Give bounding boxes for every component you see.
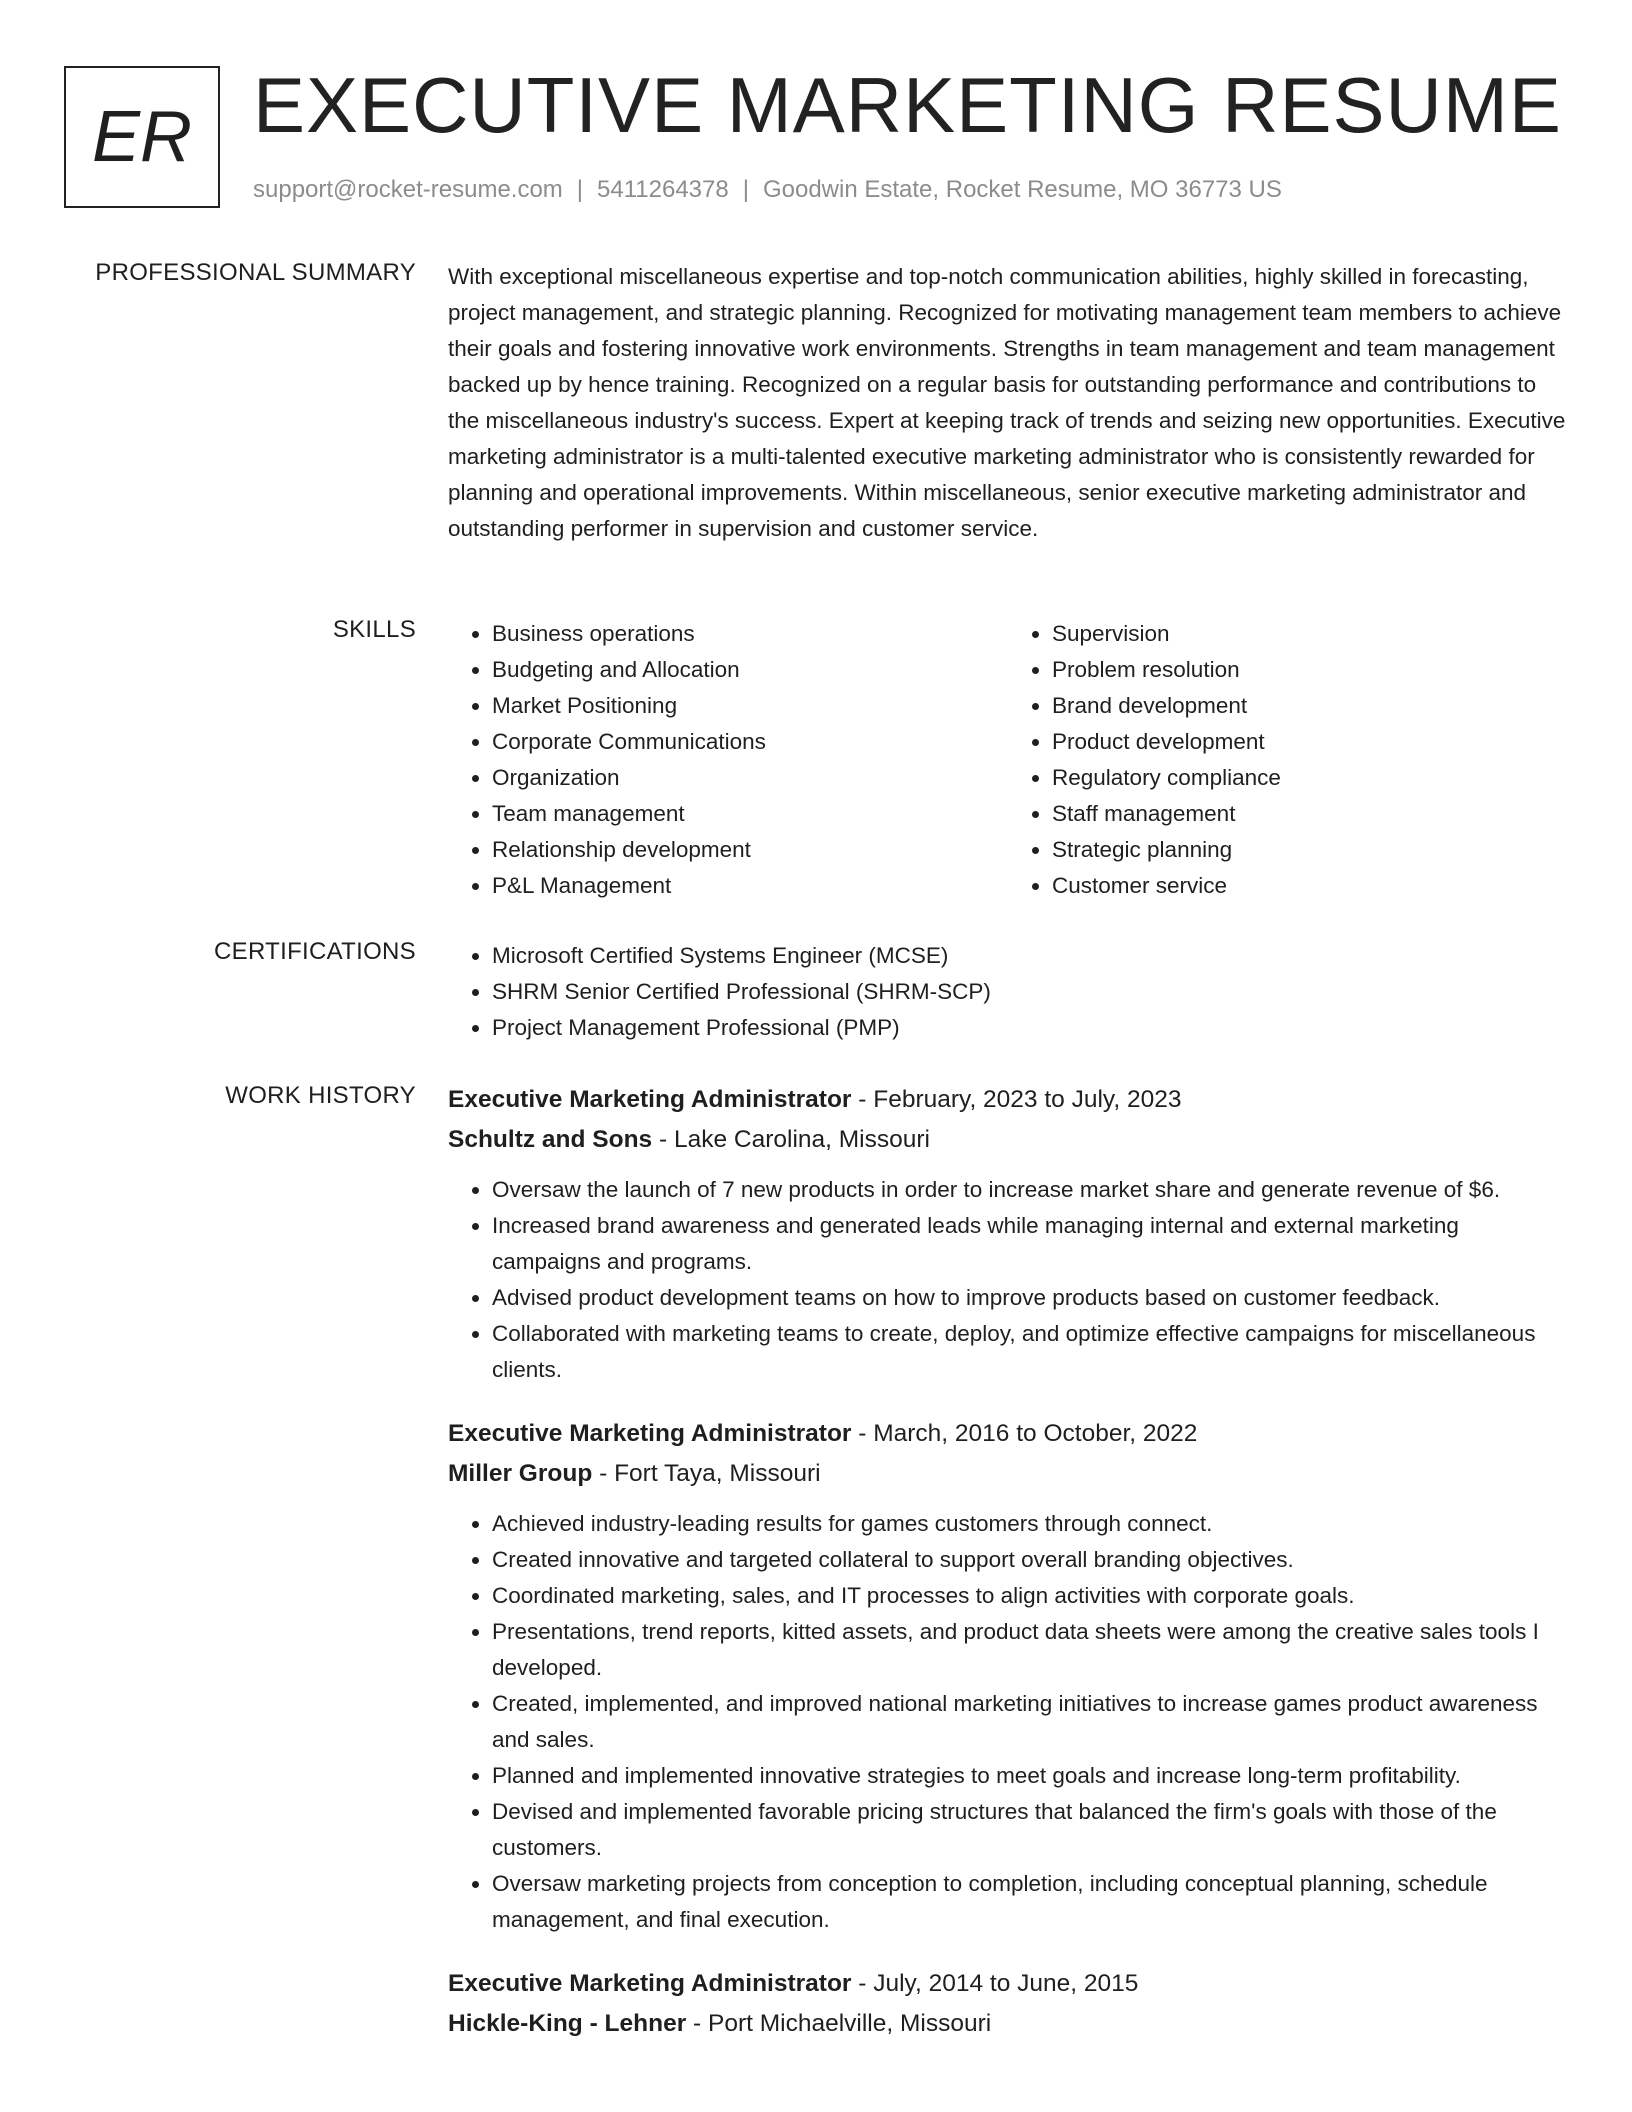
work-history-body — [448, 1080, 1568, 2070]
job-company: Schultz and Sons — [448, 1126, 653, 1153]
skill-item: • Relationship development — [492, 832, 1008, 868]
skill-item: • Regulatory compliance — [1052, 760, 1568, 796]
resume-title: EXECUTIVE MARKETING RESUME — [253, 61, 1562, 149]
contact-separator: | — [742, 176, 749, 203]
job-location: - Fort Taya, Missouri — [592, 1460, 821, 1487]
monogram-box — [64, 66, 220, 208]
certification-item: • Project Management Professional (PMP) — [492, 1010, 1568, 1046]
job-duty: • Oversaw marketing projects from conception to completion, including conceptual planning, schedule management, and final execution. — [492, 1866, 1568, 1938]
job-duty: • Created, implemented, and improved national marketing initiatives to increase games product awareness and sales. — [492, 1686, 1568, 1758]
skills-list-left — [448, 616, 1008, 904]
job-duty: • Oversaw the launch of 7 new products in order to increase market share and generate revenue of $6. — [492, 1172, 1568, 1208]
skill-item: • Brand development — [1052, 688, 1568, 724]
certification-item: • Microsoft Certified Systems Engineer (MCSE) — [492, 938, 1568, 974]
job-company-line — [448, 1120, 1568, 1160]
skill-item: • Budgeting and Allocation — [492, 652, 1008, 688]
job-duties-list — [448, 1172, 1568, 1388]
skill-item: • Supervision — [1052, 616, 1568, 652]
job-duty: • Advised product development teams on how to improve products based on customer feedback. — [492, 1280, 1568, 1316]
skill-item: • Product development — [1052, 724, 1568, 760]
job-company: Miller Group — [448, 1460, 593, 1487]
skill-item: • Staff management — [1052, 796, 1568, 832]
job-title-line — [448, 1964, 1568, 2004]
job-duties-list — [448, 1506, 1568, 1938]
job-entry — [448, 1414, 1568, 1938]
section-label-work-history: WORK HISTORY — [225, 1082, 416, 1109]
job-title: Executive Marketing Administrator — [448, 1420, 852, 1447]
job-dates: - March, 2016 to October, 2022 — [851, 1420, 1198, 1447]
job-duty: • Collaborated with marketing teams to create, deploy, and optimize effective campaigns for miscellaneous clients. — [492, 1316, 1568, 1388]
job-duty: • Coordinated marketing, sales, and IT processes to align activities with corporate goals. — [492, 1578, 1568, 1614]
certification-item: • SHRM Senior Certified Professional (SHRM-SCP) — [492, 974, 1568, 1010]
job-duty: • Devised and implemented favorable pricing structures that balanced the firm's goals with those of the customers. — [492, 1794, 1568, 1866]
skill-item: • Problem resolution — [1052, 652, 1568, 688]
skill-item: • P&L Management — [492, 868, 1008, 904]
skill-item: • Corporate Communications — [492, 724, 1008, 760]
job-entry — [448, 1080, 1568, 1388]
contact-address: Goodwin Estate, Rocket Resume, MO 36773 US — [762, 176, 1282, 203]
skill-item: • Team management — [492, 796, 1008, 832]
section-label-certifications: CERTIFICATIONS — [214, 938, 416, 965]
job-company: Hickle-King - Lehner — [448, 2010, 687, 2037]
contact-separator: | — [576, 176, 584, 203]
section-label-skills: SKILLS — [332, 616, 416, 643]
job-title: Executive Marketing Administrator — [448, 1086, 852, 1113]
job-duty: • Increased brand awareness and generated leads while managing internal and external marketing campaigns and programs. — [492, 1208, 1568, 1280]
contact-phone[interactable]: 5411264378 — [597, 176, 729, 203]
job-company-line — [448, 1454, 1568, 1494]
job-duty: • Achieved industry-leading results for games customers through connect. — [492, 1506, 1568, 1542]
skill-item: • Strategic planning — [1052, 832, 1568, 868]
job-duty: • Planned and implemented innovative strategies to meet goals and increase long-term profitability. — [492, 1758, 1568, 1794]
certifications-body — [448, 938, 1568, 1046]
job-title-line — [448, 1080, 1568, 1120]
job-company-line — [448, 2004, 1568, 2044]
skills-list-right — [1008, 616, 1568, 904]
job-duty: • Created innovative and targeted collateral to support overall branding objectives. — [492, 1542, 1568, 1578]
certifications-list — [448, 938, 1568, 1046]
section-label-summary: PROFESSIONAL SUMMARY — [95, 259, 416, 286]
contact-line — [253, 176, 1282, 204]
job-location: - Port Michaelville, Missouri — [686, 2010, 992, 2037]
job-dates: - July, 2014 to June, 2015 — [851, 1970, 1139, 1997]
job-location: - Lake Carolina, Missouri — [652, 1126, 930, 1153]
job-title-line — [448, 1414, 1568, 1454]
contact-email[interactable]: support@rocket-resume.com — [253, 176, 563, 203]
skill-item: • Organization — [492, 760, 1008, 796]
job-entry — [448, 1964, 1568, 2044]
job-dates: - February, 2023 to July, 2023 — [851, 1086, 1182, 1113]
skill-item: • Market Positioning — [492, 688, 1008, 724]
job-title: Executive Marketing Administrator — [448, 1970, 852, 1997]
summary-text: With exceptional miscellaneous expertise and top-notch communication abilities, highly skilled in forecasting, project management, and strategic planning. Recognized for motivating management team members to achieve their goals and fostering innovative work environments. Strengths in team management and team management backed up by hence training. Recognized on a regular basis for outstanding performance and contributions to the miscellaneous industry's success. Expert at keeping track of trends and seizing new opportunities. Executive marketing administrator is a multi-talented executive marketing administrator who is consistently rewarded for planning and operational improvements. Within miscellaneous, senior executive marketing administrator and outstanding performer in supervision and customer service. — [448, 264, 1566, 541]
monogram-initials: ER — [91, 97, 193, 177]
skill-item: • Business operations — [492, 616, 1008, 652]
job-duty: • Presentations, trend reports, kitted assets, and product data sheets were among the creative sales tools I developed. — [492, 1614, 1568, 1686]
skill-item: • Customer service — [1052, 868, 1568, 904]
skills-body — [448, 616, 1568, 904]
